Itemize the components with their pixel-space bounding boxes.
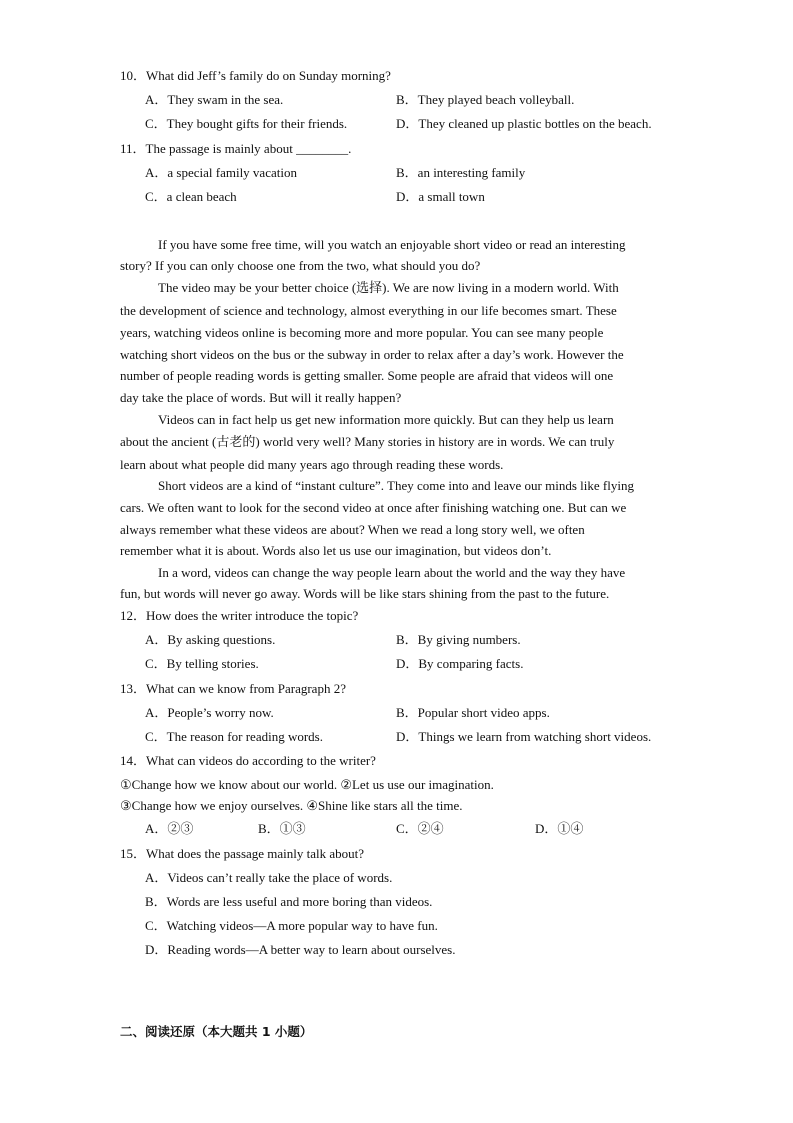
passage-line: always remember what these videos are about? When we read a long story well, we often [120, 522, 585, 537]
question-14-statement: ③Change how we enjoy ourselves. ④Shine like stars all the time. [120, 798, 463, 813]
question-12-option-c: C．By telling stories. [145, 656, 259, 671]
question-12-stem: 12．How does the writer introduce the topic? [120, 608, 359, 623]
question-13-stem: 13．What can we know from Paragraph 2? [120, 681, 346, 696]
question-13-option-c: C．The reason for reading words. [145, 729, 323, 744]
question-12-option-b: B．By giving numbers. [396, 632, 521, 647]
question-13-option-d: D．Things we learn from watching short videos. [396, 729, 652, 744]
question-10-option-d: D．They cleaned up plastic bottles on the beach. [396, 116, 652, 131]
passage-line: Short videos are a kind of “instant culture”. They come into and leave our minds like flying [158, 478, 634, 493]
question-11-stem: 11．The passage is mainly about ________. [120, 141, 352, 156]
question-14-option-d: D．①④ [535, 821, 584, 836]
question-12-option-a: A．By asking questions. [145, 632, 276, 647]
passage-line: day take the place of words. But will it really happen? [120, 390, 402, 405]
question-10-option-c: C．They bought gifts for their friends. [145, 116, 348, 131]
question-12-option-d: D．By comparing facts. [396, 656, 524, 671]
question-13-option-a: A．People’s worry now. [145, 705, 274, 720]
section-heading: 二、阅读还原（本大题共 1 小题） [120, 1024, 313, 1039]
question-10-option-b: B．They played beach volleyball. [396, 92, 575, 107]
passage-line: If you have some free time, will you watch an enjoyable short video or read an interesting [158, 237, 626, 252]
passage-line: number of people reading words is getting smaller. Some people are afraid that videos will one [120, 368, 614, 383]
question-11-option-c: C．a clean beach [145, 189, 237, 204]
passage-line: fun, but words will never go away. Words will be like stars shining from the past to the future. [120, 586, 610, 601]
question-15-option-b: B．Words are less useful and more boring than videos. [145, 894, 433, 909]
passage-line: watching short videos on the bus or the subway in order to relax after a day’s work. However the [120, 347, 624, 362]
passage-line: the development of science and technology, almost everything in our life becomes smart. These [120, 303, 617, 318]
passage-line: The video may be your better choice (选择). We are now living in a modern world. With [158, 280, 619, 295]
question-14-option-a: A．②③ [145, 821, 194, 836]
passage-line: years, watching videos online is becoming more and more popular. You can see many people [120, 325, 604, 340]
passage-line: learn about what people did many years ago through reading these words. [120, 457, 504, 472]
question-15-stem: 15．What does the passage mainly talk about? [120, 846, 365, 861]
question-14-statement: ①Change how we know about our world. ②Let us use our imagination. [120, 777, 494, 792]
question-10-option-a: A．They swam in the sea. [145, 92, 284, 107]
question-13-option-b: B．Popular short video apps. [396, 705, 550, 720]
question-15-option-d: D．Reading words—A better way to learn about ourselves. [145, 942, 456, 957]
question-15-option-a: A．Videos can’t really take the place of words. [145, 870, 393, 885]
question-11-option-a: A．a special family vacation [145, 165, 297, 180]
passage-line: In a word, videos can change the way people learn about the world and the way they have [158, 565, 626, 580]
passage-line: remember what it is about. Words also let us use our imagination, but videos don’t. [120, 543, 552, 558]
question-14-option-c: C．②④ [396, 821, 444, 836]
question-11-option-d: D．a small town [396, 189, 485, 204]
question-15-option-c: C．Watching videos—A more popular way to have fun. [145, 918, 438, 933]
passage-line: about the ancient (古老的) world very well? Many stories in history are in words. We can truly [120, 434, 615, 449]
question-14-option-b: B．①③ [258, 821, 306, 836]
passage-line: Videos can in fact help us get new information more quickly. But can they help us learn [158, 412, 614, 427]
passage-line: story? If you can only choose one from the two, what should you do? [120, 258, 481, 273]
question-11-option-b: B．an interesting family [396, 165, 526, 180]
question-10-stem: 10．What did Jeff’s family do on Sunday morning? [120, 68, 391, 83]
passage-line: cars. We often want to look for the second video at once after finishing watching one. But can we [120, 500, 627, 515]
question-14-stem: 14．What can videos do according to the writer? [120, 753, 376, 768]
